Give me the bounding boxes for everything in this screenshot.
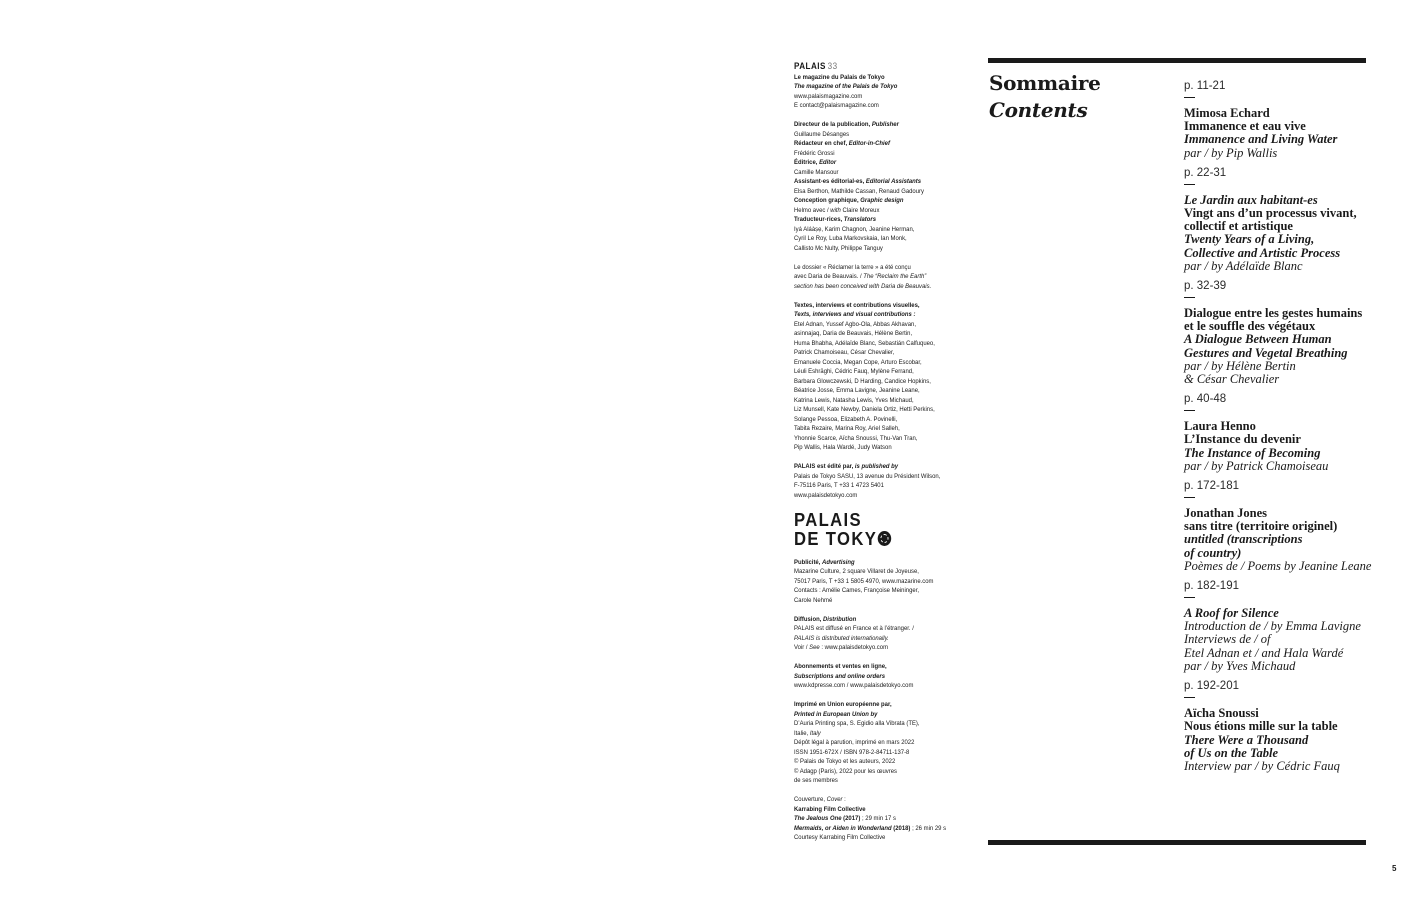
colophon-text: Elsa Berthon, Mathilde Cassan, Renaud Gadoury	[794, 187, 924, 195]
colophon-line	[794, 177, 965, 187]
cover-credits	[794, 795, 965, 843]
entry-dash	[1184, 697, 1195, 698]
masthead-lines	[794, 73, 965, 111]
colophon-text: Editor	[819, 159, 837, 166]
colophon-text: Advertising	[822, 558, 855, 566]
dossier-note	[794, 263, 965, 292]
contributor-line: Katrina Lewis, Natasha Lewis, Yves Michaud,	[794, 396, 914, 404]
colophon-text: Claire Moreux	[840, 206, 880, 214]
colophon-line	[794, 767, 965, 777]
entry-line: Interview par / by Cédric Fauq	[1184, 758, 1340, 773]
colophon-text: Camille Mansour	[794, 168, 839, 176]
entry-line: L’Instance du devenir	[1184, 432, 1301, 447]
colophon-line	[794, 615, 965, 625]
colophon-text: Graphic design	[860, 197, 904, 204]
entry-line: par / by Adélaïde Blanc	[1184, 258, 1303, 273]
entry-dash	[1184, 184, 1195, 185]
entry-line: Immanence et eau vive	[1184, 119, 1306, 134]
colophon-line	[794, 681, 965, 691]
page-range: p. 172-181	[1184, 480, 1239, 493]
entry-line: collectif et artistique	[1184, 219, 1293, 234]
entry-dash	[1184, 497, 1195, 498]
colophon-text: Guillaume Désanges	[794, 130, 850, 138]
heading-english: Contents	[989, 98, 1088, 122]
colophon-text: Frédéric Grossi	[794, 149, 835, 157]
colophon-text: : www.palaisdetokyo.com	[819, 644, 889, 651]
contents-heading	[989, 70, 1101, 124]
colophon-line	[794, 738, 965, 748]
colophon-text: (2017)	[841, 815, 861, 822]
colophon-text: Subscriptions and online orders	[794, 672, 886, 680]
entry-dash	[1184, 410, 1195, 411]
table-of-contents	[1184, 80, 1384, 780]
colophon-text: The “Reclaim the Earth”	[863, 273, 927, 280]
distribution-block	[794, 615, 965, 653]
colophon-line	[794, 814, 965, 824]
colophon-text: Courtesy Karrabing Film Collective	[794, 834, 886, 841]
entry-line: untitled (transcriptions	[1184, 532, 1303, 547]
entry-line: Laura Henno	[1184, 419, 1256, 434]
colophon-text: Rédacteur en chef,	[794, 140, 849, 147]
colophon-text: with	[830, 206, 841, 214]
colophon-text: de ses membres	[794, 777, 838, 784]
logo-line-2-text: DE TOKY	[794, 527, 878, 549]
colophon-text: ; 26 min 29 s	[910, 824, 947, 832]
colophon-text: Abonnements et ventes en ligne,	[794, 663, 887, 670]
colophon-text: PALAIS is distributed internationally.	[794, 634, 889, 642]
entry-line: et le souffle des végétaux	[1184, 319, 1316, 334]
contributor-line: Léuli Eshrāghi, Cédric Fauq, Mylène Ferrand,	[794, 368, 914, 375]
printing-block	[794, 700, 965, 786]
contributor-line: Huma Bhabha, Adélaïde Blanc, Sebastián Calfuqueo,	[794, 339, 935, 347]
colophon-text: Printed in European Union by	[794, 710, 878, 718]
colophon-text: Mazarine Culture, 2 square Villaret de Joyeuse,	[794, 568, 919, 575]
toc-entry	[1184, 393, 1384, 473]
entry-line: of country)	[1184, 545, 1242, 560]
entry-dash	[1184, 597, 1195, 598]
colophon-line	[794, 634, 965, 644]
colophon-text: (2018)	[891, 824, 911, 832]
colophon-line	[794, 567, 965, 577]
colophon-text: :	[842, 796, 846, 803]
colophon-text: © Adagp (Paris), 2022 pour les œuvres	[794, 767, 898, 775]
bottom-rule	[988, 840, 1366, 845]
publisher-block	[794, 462, 965, 500]
colophon-text: See	[809, 644, 820, 651]
colophon-line	[794, 491, 965, 501]
colophon-text: Le dossier « Réclamer la terre » a été conçu	[794, 263, 911, 271]
page-range: p. 192-201	[1184, 680, 1239, 693]
colophon-line	[794, 805, 965, 815]
issue-number: 33	[827, 61, 838, 71]
entry-line: Immanence and Living Water	[1184, 132, 1338, 147]
toc-entry	[1184, 480, 1384, 573]
subscriptions-block	[794, 662, 965, 691]
colophon-text: Helmo avec /	[794, 206, 831, 214]
entry-dash	[1184, 97, 1195, 98]
colophon-text: Distribution	[823, 615, 857, 623]
colophon-text: Conception graphique,	[794, 197, 861, 204]
colophon-text: Publisher	[871, 121, 899, 128]
palais-de-tokyo-logo	[794, 510, 965, 548]
contributor-line: Etel Adnan, Yussef Agbo-Ola, Abbas Akhavan,	[794, 320, 916, 328]
colophon-line	[794, 672, 965, 682]
colophon-line	[794, 624, 965, 634]
colophon-line	[794, 833, 965, 843]
entry-line: par / by Yves Michaud	[1184, 658, 1296, 673]
page-range: p. 182-191	[1184, 580, 1239, 593]
toc-entry	[1184, 680, 1384, 773]
colophon-text: PALAIS est diffusé en France et à l’étranger. /	[794, 625, 914, 632]
contributor-line: Patrick Chamoiseau, César Chevalier,	[794, 349, 895, 356]
page-range: p. 40-48	[1184, 393, 1227, 406]
colophon-line	[794, 577, 965, 587]
colophon-text: Mermaids, or Aiden in Wonderland	[794, 824, 892, 832]
colophon-line	[794, 776, 965, 786]
colophon-line	[794, 596, 965, 606]
entry-line: Mimosa Echard	[1184, 106, 1270, 120]
colophon-text: Iyá Aláàṣẹ, Karim Chagnon, Jeanine Herman,	[794, 225, 915, 233]
magazine-name: PALAIS	[794, 61, 826, 71]
colophon-line	[794, 149, 965, 159]
contributors-heading	[794, 301, 965, 320]
colophon-line	[794, 643, 965, 653]
entry-line: Etel Adnan et / and Hala Wardé	[1184, 645, 1344, 660]
colophon-line	[794, 700, 965, 710]
page-range: p. 32-39	[1184, 280, 1227, 293]
colophon-text: Editor-in-Chief	[848, 140, 890, 147]
entry-line: par / by Hélène Bertin	[1184, 358, 1296, 373]
logo-line-2	[794, 529, 965, 548]
staff-block	[794, 120, 965, 253]
colophon-line	[794, 272, 965, 282]
colophon-line	[794, 748, 965, 758]
entry-line: Twenty Years of a Living,	[1184, 232, 1315, 247]
colophon-text: Contacts : Amélie Cames, Françoise Meininger,	[794, 587, 920, 594]
colophon-line: Textes, interviews et contributions visuelles,	[794, 301, 920, 309]
masthead-title	[794, 62, 965, 73]
toc-entry	[1184, 280, 1384, 386]
entry-line: The Instance of Becoming	[1184, 445, 1321, 460]
colophon-line	[794, 234, 965, 244]
page-number: 5	[1392, 864, 1397, 873]
colophon-line	[794, 196, 965, 206]
colophon-text: section has been conceived with Daria de Beauvais.	[794, 282, 932, 290]
colophon-line: Le magazine du Palais de Tokyo	[794, 73, 885, 81]
contributor-line: Barbara Glowczewski, D Harding, Candice Hopkins,	[794, 377, 931, 385]
colophon-text: PALAIS est édité par,	[794, 463, 855, 470]
contributor-line: Emanuele Coccia, Megan Cope, Arturo Escobar,	[794, 358, 922, 366]
colophon-line	[794, 824, 965, 834]
colophon-line	[794, 282, 965, 292]
page-range: p. 22-31	[1184, 166, 1227, 179]
colophon-text: Éditrice,	[794, 159, 820, 166]
entry-dash	[1184, 297, 1195, 298]
colophon-line: The magazine of the Palais de Tokyo	[794, 83, 898, 90]
contributor-line: Béatrice Josse, Emma Lavigne, Jeanine Leane,	[794, 387, 920, 394]
colophon-text: © Palais de Tokyo et les auteurs, 2022	[794, 758, 896, 765]
contributor-line: Yhonnie Scarce, Aïcha Snoussi, Thu-Van Tran,	[794, 434, 918, 442]
colophon-text: is published by	[854, 463, 899, 470]
entry-line: & César Chevalier	[1184, 372, 1280, 387]
entry-line: Gestures and Vegetal Breathing	[1184, 345, 1348, 360]
colophon-text: Callisto Mc Nulty, Philippe Tanguy	[794, 244, 883, 252]
logo-line-1: PALAIS	[794, 508, 862, 530]
colophon-line	[794, 120, 965, 130]
colophon-text: The Jealous One	[794, 815, 842, 822]
colophon-text: Cyril Le Roy, Luba Markovskaia, Ian Monk,	[794, 235, 907, 242]
colophon-text: Cover	[826, 796, 843, 803]
entry-line: Introduction de / by Emma Lavigne	[1184, 619, 1361, 634]
colophon-line	[794, 719, 965, 729]
colophon-text: Assistant-es éditorial-es,	[794, 178, 866, 185]
colophon-line	[794, 729, 965, 739]
colophon-line	[794, 481, 965, 491]
toc-entry	[1184, 80, 1384, 160]
contributor-line: Liz Munsell, Kate Newby, Daniela Ortiz, Hetti Perkins,	[794, 406, 935, 413]
entry-line: Nous étions mille sur la table	[1184, 719, 1338, 734]
masthead-block	[794, 62, 965, 111]
logo-disc-icon	[878, 531, 892, 546]
contributors-list	[794, 320, 965, 453]
toc-entry	[1184, 580, 1384, 673]
advertising-block	[794, 558, 965, 606]
entry-line: A Roof for Silence	[1184, 606, 1279, 621]
colophon-line	[794, 206, 965, 216]
entry-line: Collective and Artistic Process	[1184, 245, 1341, 260]
entry-line: sans titre (territoire originel)	[1184, 519, 1338, 534]
colophon-text: Karrabing Film Collective	[794, 805, 866, 813]
entry-line: There Were a Thousand	[1184, 732, 1309, 747]
colophon-text: Imprimé en Union européenne par,	[794, 701, 892, 708]
colophon-line	[794, 795, 965, 805]
colophon-line	[794, 558, 965, 568]
contributor-line: asinnajaq, Daria de Beauvais, Hélène Bertin,	[794, 330, 913, 337]
entry-line: Aïcha Snoussi	[1184, 706, 1259, 721]
colophon-line	[794, 139, 965, 149]
colophon-text: Italy	[809, 729, 821, 737]
colophon-text: Palais de Tokyo SASU, 13 avenue du Président Wilson,	[794, 472, 941, 480]
entry-line: Vingt ans d’un processus vivant,	[1184, 206, 1357, 221]
toc-entry	[1184, 167, 1384, 273]
colophon	[794, 62, 965, 852]
colophon-text: Dépôt légal à parution, imprimé en mars 2022	[794, 739, 915, 746]
colophon-line	[794, 710, 965, 720]
entry-line: par / by Patrick Chamoiseau	[1184, 458, 1329, 473]
colophon-line: Texts, interviews and visual contributions :	[794, 311, 916, 318]
colophon-line: E contact@palaismagazine.com	[794, 102, 879, 109]
colophon-line	[794, 215, 965, 225]
entry-line: par / by Pip Wallis	[1184, 145, 1278, 160]
entry-line: Le Jardin aux habitant-es	[1184, 192, 1318, 207]
colophon-text: Editorial Assistants	[865, 178, 922, 185]
colophon-line	[794, 168, 965, 178]
colophon-text: Publicité,	[794, 558, 823, 566]
colophon-text: Traducteur-rices,	[794, 216, 844, 223]
entry-line: Jonathan Jones	[1184, 506, 1268, 521]
heading-french: Sommaire	[989, 71, 1101, 95]
colophon-text: Directeur de la publication,	[794, 121, 872, 128]
colophon-line	[794, 462, 965, 472]
colophon-line	[794, 662, 965, 672]
colophon-line: www.palaismagazine.com	[794, 92, 863, 100]
colophon-line	[794, 244, 965, 254]
colophon-text: Italie,	[794, 729, 810, 737]
contributor-line: Tabita Rezaire, Marina Roy, Ariel Salleh,	[794, 425, 900, 432]
colophon-text: F-75116 Paris, T +33 1 4723 5401	[794, 482, 884, 489]
colophon-line	[794, 187, 965, 197]
colophon-line	[794, 130, 965, 140]
contributors-block	[794, 301, 965, 453]
colophon-text: Voir /	[794, 644, 810, 651]
colophon-line	[794, 225, 965, 235]
colophon-line	[794, 263, 965, 273]
colophon-text: www.kdpresse.com / www.palaisdetokyo.com	[794, 682, 914, 689]
colophon-line	[794, 158, 965, 168]
contributor-line: Pip Wallis, Hala Wardé, Judy Watson	[794, 444, 892, 451]
colophon-text: Translators	[843, 216, 877, 223]
colophon-line	[794, 586, 965, 596]
colophon-line	[794, 757, 965, 767]
colophon-text: avec Daria de Beauvais. /	[794, 273, 864, 280]
colophon-text: ; 29 min 17 s	[860, 815, 896, 822]
contributor-line: Solange Pessoa, Elizabeth A. Povinelli,	[794, 415, 898, 423]
colophon-text: ISSN 1951-672X / ISBN 978-2-84711-137-8	[794, 748, 910, 756]
colophon-text: D’Auria Printing spa, S. Egidio alla Vibrata (TE),	[794, 720, 920, 727]
top-rule	[988, 58, 1366, 63]
entry-line: of Us on the Table	[1184, 745, 1278, 760]
colophon-line	[794, 472, 965, 482]
page-range: p. 11-21	[1184, 80, 1226, 92]
colophon-text: 75017 Paris, T +33 1 5805 4970, www.mazarine.com	[794, 577, 934, 585]
entry-line: A Dialogue Between Human	[1184, 332, 1332, 347]
entry-line: Dialogue entre les gestes humains	[1184, 306, 1363, 321]
colophon-text: Carole Nehmé	[794, 596, 833, 604]
colophon-text: www.palaisdetokyo.com	[794, 491, 858, 499]
colophon-text: Couverture,	[794, 796, 827, 803]
entry-line: Poèmes de / Poems by Jeanine Leane	[1184, 558, 1372, 573]
colophon-text: Diffusion,	[794, 615, 824, 623]
entry-line: Interviews de / of	[1184, 632, 1271, 647]
